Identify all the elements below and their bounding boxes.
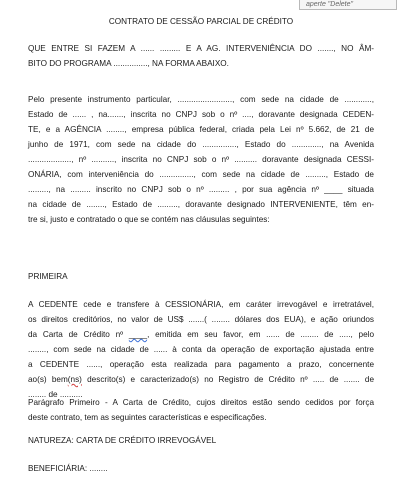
parties-line: Estado de ...... , na......., inscrita no CNPJ sob o nº ...., doravante designada CEDEN- (28, 110, 374, 119)
beneficiary-line (28, 461, 374, 476)
cession-text: descrito(s) e caracterizado(s) no Registro de Crédito nº ..... de ....... de (81, 375, 374, 384)
cession-line: a CEDENTE ......, operação esta realizada para pagamento a prazo, concernente (28, 360, 374, 369)
parties-line: na cidade de ........, Estado de ........., doravante designado INTERVENIENTE, têm en- (28, 200, 374, 209)
parties-line: TE, e a AGÊNCIA ........, empresa pública federal, criada pela Lei nº 5.662, de 21 de (28, 125, 374, 134)
nature-line (28, 433, 374, 448)
cession-line (28, 372, 374, 387)
intro-line: BITO DO PROGRAMA ..............., NA FORMA ABAIXO. (28, 59, 229, 68)
paragraph-first-line: Parágrafo Primeiro - A Carta de Crédito, cujos direitos estão sendo cedidos por força (28, 398, 374, 407)
cession-line: A CEDENTE cede e transfere à CESSIONÁRIA, em caráter irrevogável e irretratável, (28, 300, 374, 309)
nature-text: NATUREZA: CARTA DE CRÉDITO IRREVOGÁVEL (28, 436, 217, 445)
spellcheck-word[interactable]: (ns) (67, 375, 82, 384)
intro-paragraph (28, 41, 374, 71)
cession-text: , emitida em seu favor, em ...... de ........ de ....., pelo (147, 330, 374, 339)
cession-line (28, 327, 374, 342)
parties-line: Pelo presente instrumento particular, ........................, com sede na cidade de ............, (28, 95, 374, 104)
parties-line: tre si, justo e contratado o que se contém nas cláusulas seguintes: (28, 215, 270, 224)
paragraph-first-line: deste contrato, tem as seguintes características e especificações. (28, 413, 267, 422)
document-title: CONTRATO DE CESSÃO PARCIAL DE CRÉDITO (108, 17, 294, 26)
clause-heading-primeira (28, 269, 374, 284)
delete-hint-text: aperte "Delete" (306, 1, 353, 8)
intro-line: QUE ENTRE SI FAZEM A ...... ......... E A AG. INTERVENIÊNCIA DO ......., NO ÂM- (28, 44, 374, 53)
parties-line: ..................., nº .........., inscrita no CNPJ sob o nº .......... doravante designada CESSI- (28, 155, 374, 164)
parties-line: junho de 1971, com sede na cidade do ..............., Estado do ............., na Avenida (28, 140, 374, 149)
cession-line: ........ de .......... (28, 390, 83, 399)
cession-line: ........, com sede na cidade de ...... à conta da operação de exportação ajustada entre (28, 345, 374, 354)
cession-text: ao(s) bem (28, 375, 68, 384)
beneficiary-text: BENEFICIÁRIA: ........ (28, 464, 108, 473)
cession-text: da Carta de Crédito nº (28, 330, 129, 339)
spellcheck-blank[interactable]: ____ (128, 330, 148, 339)
parties-paragraph (28, 92, 374, 227)
parties-line: ........., na ......... inscrito no CNPJ sob o nº ......... , por sua agência nº ____ situada (28, 185, 374, 194)
delete-hint-box (299, 0, 397, 10)
parties-line: ONÁRIA, com interveniência do ..............., com sede na cidade de ........., Estado de (28, 170, 374, 179)
paragraph-first (28, 395, 374, 425)
cession-paragraph (28, 297, 374, 402)
cession-line: os direitos creditórios, no valor de US$ .......( ........ dólares dos EUA), e ação oriundos (28, 315, 374, 324)
clause-heading-text: PRIMEIRA (28, 272, 68, 281)
